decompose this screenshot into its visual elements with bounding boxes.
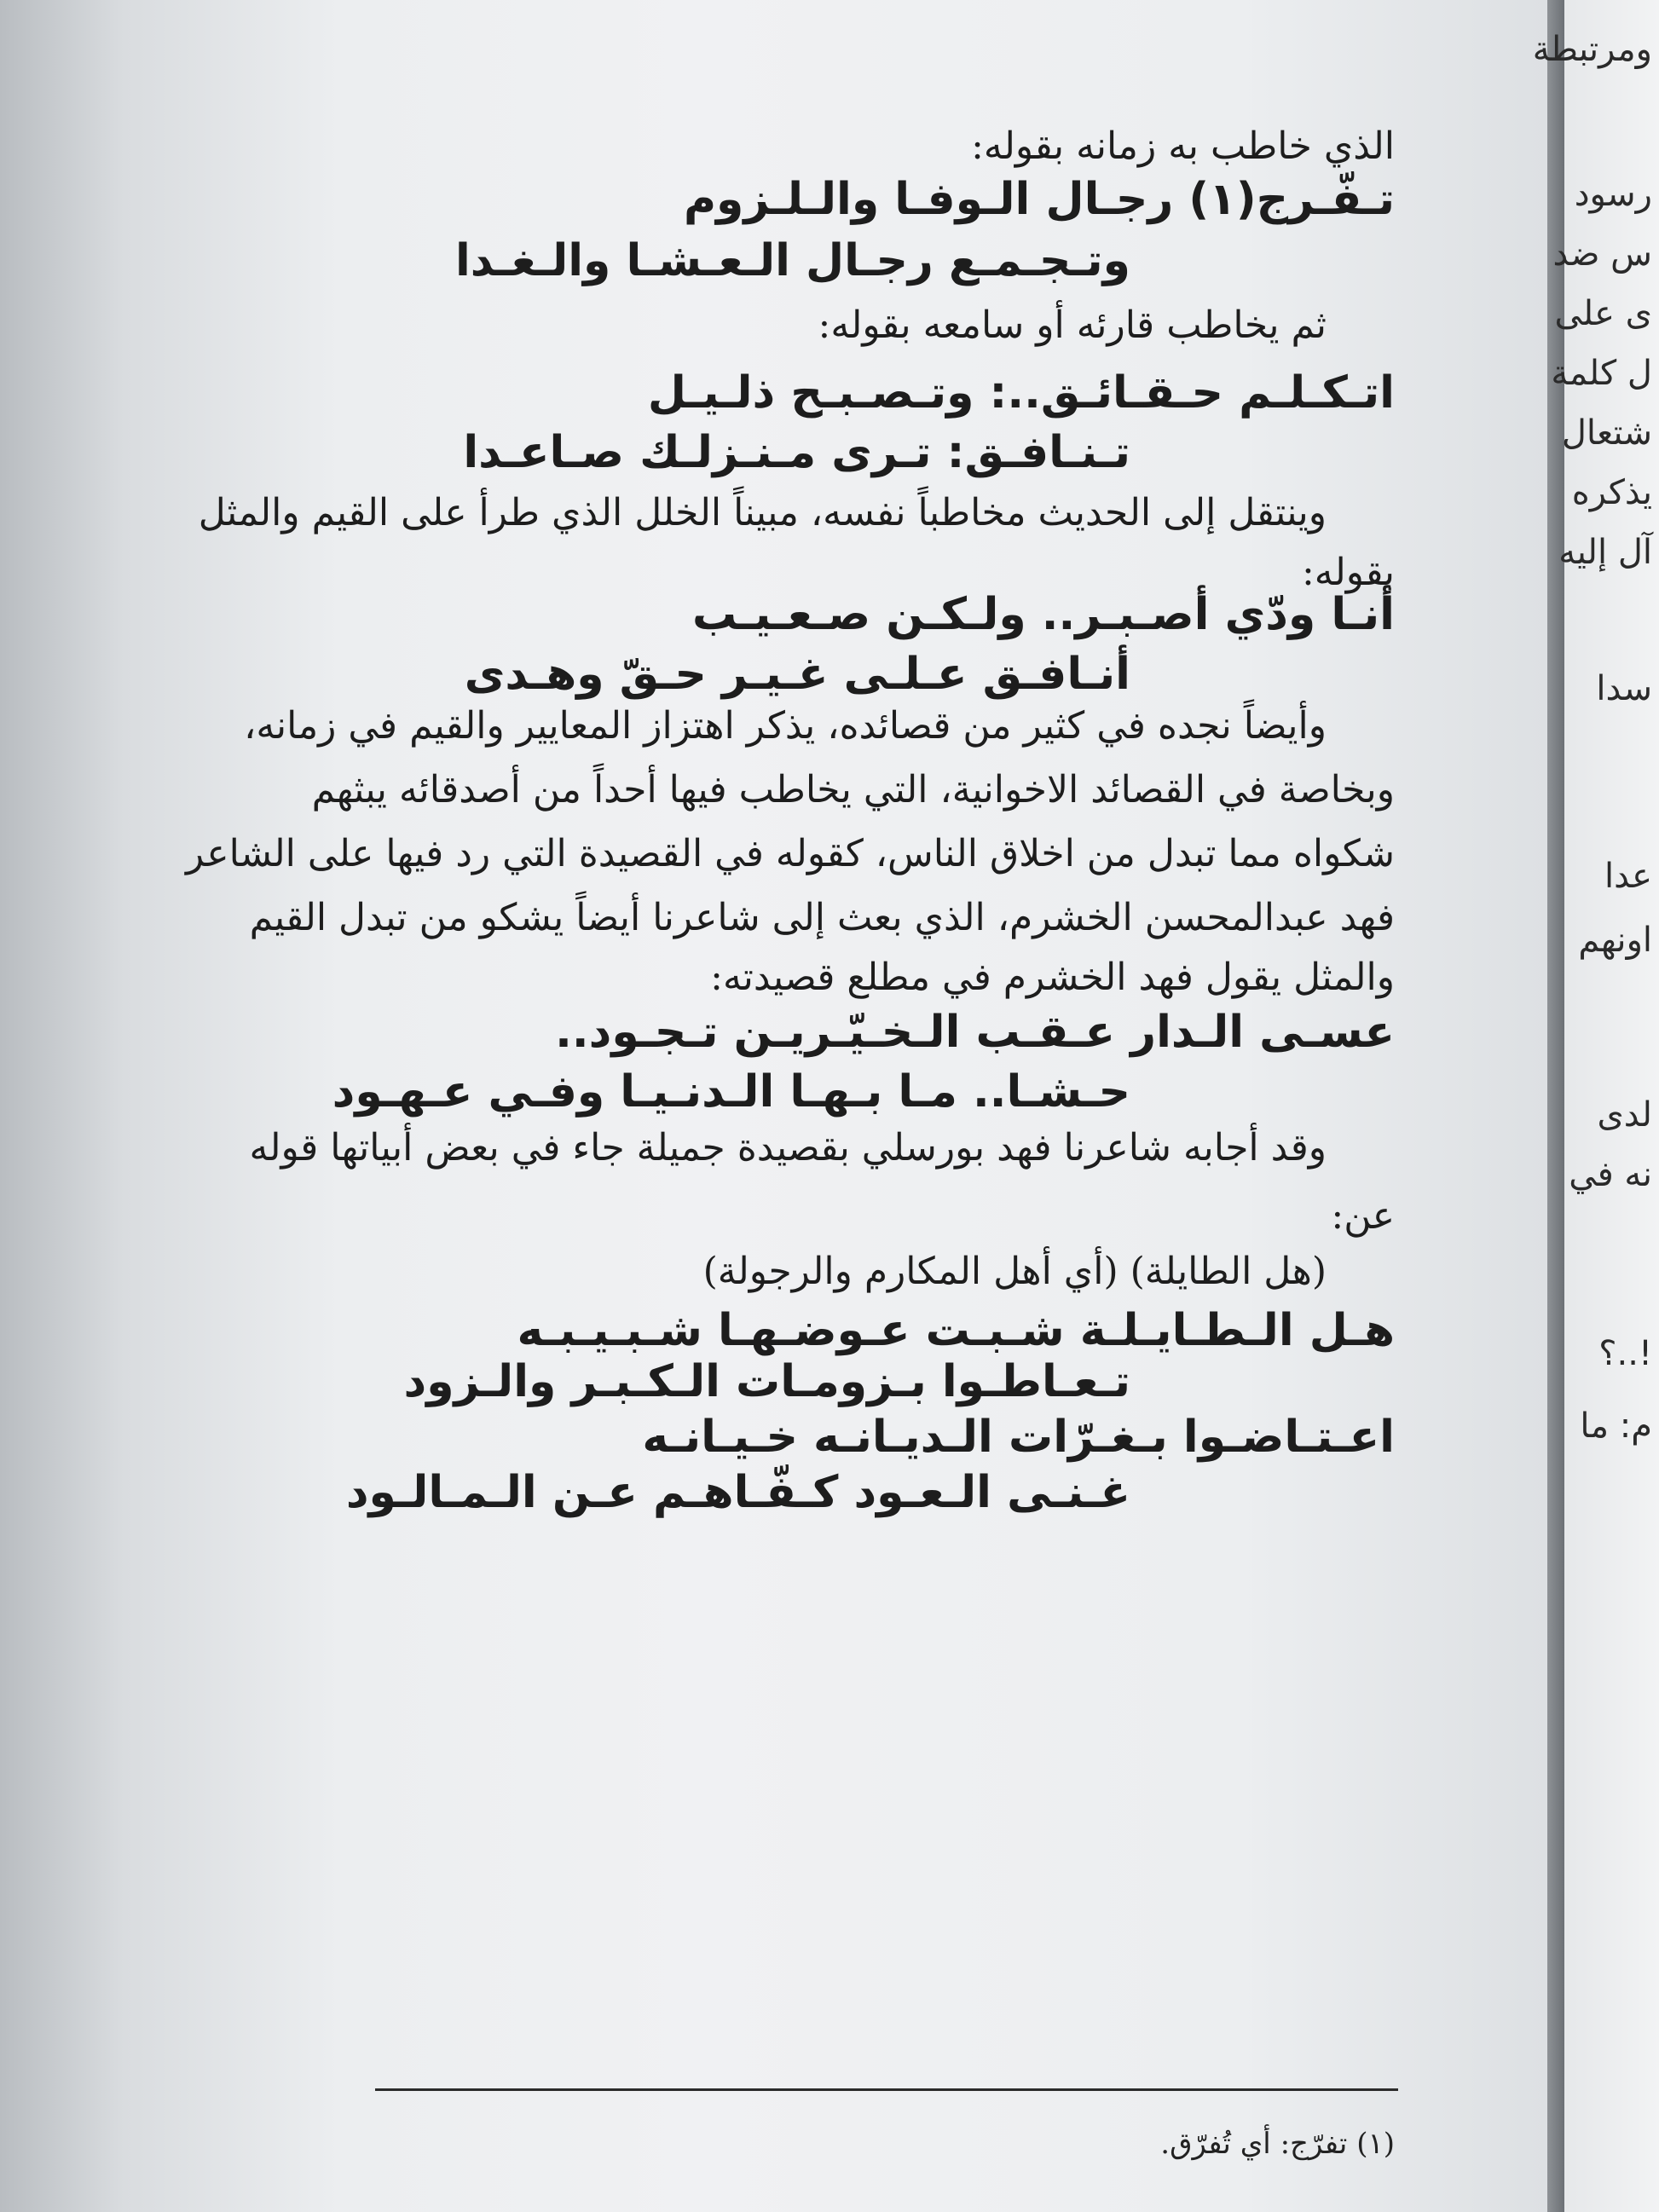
adjacent-page-fragment: سدا: [1596, 669, 1652, 708]
prose-line: فهد عبدالمحسن الخشرم، الذي بعث إلى شاعرنا أيضاً يشكو من تبدل القيم: [249, 896, 1395, 939]
prose-line: شكواه مما تبدل من اخلاق الناس، كقوله في القصيدة التي رد فيها على الشاعر: [186, 832, 1395, 875]
adjacent-page-fragment: س ضد: [1552, 234, 1652, 274]
footnote-divider: [375, 2088, 1398, 2091]
verse-line: وتـجـمـع رجـال الـعـشـا والـغـدا: [454, 235, 1130, 286]
prose-line: عن:: [1331, 1194, 1395, 1238]
adjacent-page-fragment: آل إليه: [1558, 533, 1652, 572]
prose-line: وبخاصة في القصائد الاخوانية، التي يخاطب فيها أحداً من أصدقائه يبثهم: [311, 768, 1395, 811]
adjacent-page-fragment: !..؟: [1598, 1334, 1652, 1373]
adjacent-page-fragment: عدا: [1604, 857, 1652, 896]
verse-line: أنـافـق عـلـى غـيـر حـقّ وهـدى: [464, 649, 1130, 700]
verse-line: عسـى الـدار عـقـب الـخـيّـريـن تـجـود..: [555, 1007, 1395, 1058]
footnote: (١) تفرّج: أي تُفرّق.: [1160, 2127, 1395, 2161]
verse-line: حـشـا.. مـا بـهـا الـدنـيـا وفـي عـهـود: [332, 1066, 1130, 1118]
adjacent-page-fragment: نه في: [1569, 1155, 1652, 1194]
verse-line: تـنـافـق: تـرى مـنـزلـك صـاعـدا: [463, 427, 1130, 478]
verse-line: تـعـاطـوا بـزومـات الـكـبـر والـزود: [403, 1356, 1130, 1407]
prose-line: وينتقل إلى الحديث مخاطباً نفسه، مبيناً الخلل الذي طرأ على القيم والمثل: [198, 491, 1327, 534]
verse-line: هـل الـطـايـلـة شـبـت عـوضـهـا شـبـيـبـه: [517, 1305, 1395, 1356]
prose-line: والمثل يقول فهد الخشرم في مطلع قصيدته:: [710, 956, 1395, 999]
verse-line: أنـا ودّي أصـبـر.. ولـكـن صـعـيـب: [691, 589, 1395, 640]
adjacent-page-fragment: لدى: [1597, 1095, 1652, 1135]
prose-line: (هل الطايلة) (أي أهل المكارم والرجولة): [702, 1250, 1327, 1293]
adjacent-page-fragment: يذكره: [1571, 473, 1652, 512]
prose-line: ثم يخاطب قارئه أو سامعه بقوله:: [818, 303, 1327, 347]
adjacent-page-fragment: اونهم: [1578, 921, 1652, 960]
adjacent-page-fragment: ومرتبطة: [1532, 30, 1652, 69]
prose-line: وقد أجابه شاعرنا فهد بورسلي بقصيدة جميلة جاء في بعض أبياتها قوله: [249, 1126, 1327, 1170]
verse-line: غـنـى الـعـود كـفّـاهـم عـن الـمـالـود: [345, 1467, 1130, 1518]
prose-line: بقوله:: [1301, 551, 1395, 594]
adjacent-page-fragment: ل كلمة: [1551, 354, 1652, 393]
adjacent-page-fragment: رسود: [1574, 175, 1652, 214]
verse-line: تـفّـرج(١) رجـال الـوفـا والـلـزوم: [683, 174, 1395, 225]
adjacent-page-fragment: ى على: [1554, 294, 1652, 333]
adjacent-page-fragment: م: ما: [1580, 1406, 1652, 1446]
adjacent-page-fragment: شتعال: [1561, 413, 1652, 453]
verse-line: اعـتـاضـوا بـغـرّات الـديـانـه خـيـانـه: [642, 1412, 1395, 1463]
adjacent-page-edge: [1532, 0, 1659, 2212]
prose-line: الذي خاطب به زمانه بقوله:: [971, 124, 1395, 168]
verse-line: اتـكـلـم حـقـائـق..: وتـصـبـح ذلـيـل: [647, 367, 1395, 419]
prose-line: وأيضاً نجده في كثير من قصائده، يذكر اهتزاز المعايير والقيم في زمانه،: [244, 704, 1327, 748]
